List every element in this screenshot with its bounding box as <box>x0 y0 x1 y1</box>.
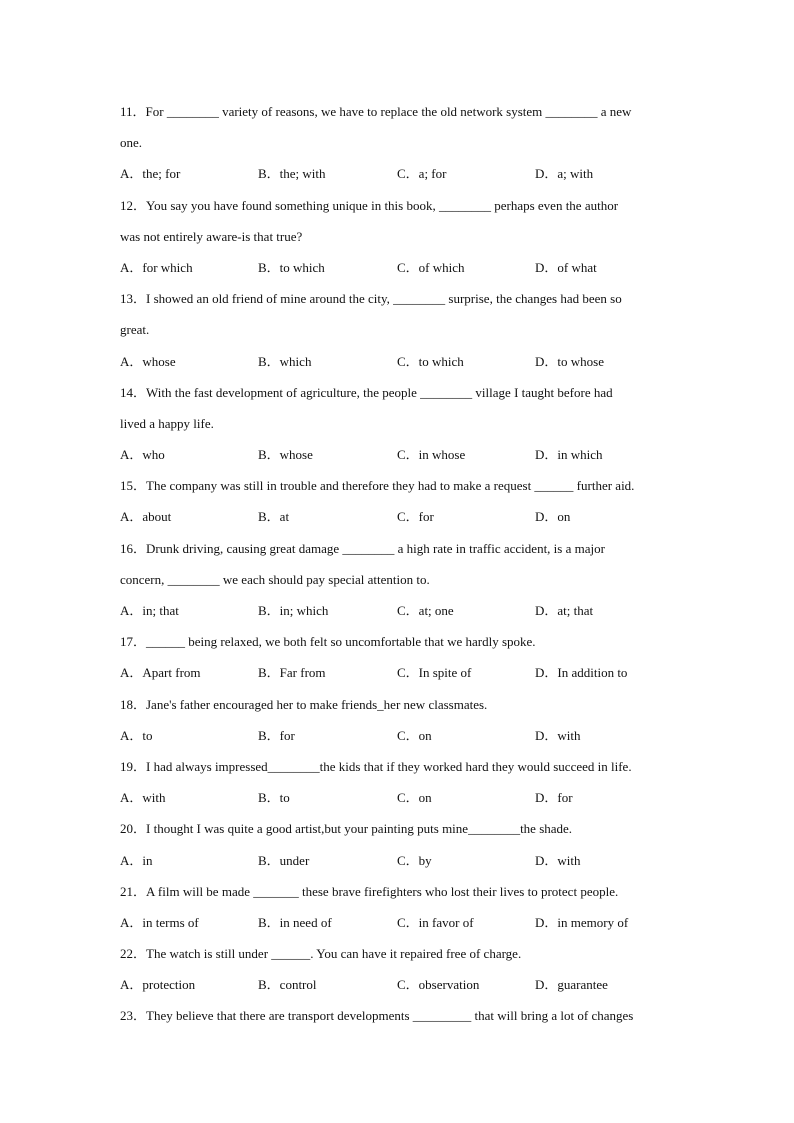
option-b: B．control <box>258 977 317 993</box>
question-block <box>120 96 680 190</box>
question-stem: 20．I thought I was quite a good artist,but your painting puts mine________the shade. <box>120 821 573 837</box>
option-d: D．guarantee <box>535 977 608 993</box>
option-c: C．by <box>397 852 432 868</box>
options-row <box>120 439 680 470</box>
option-a: A．in terms of <box>120 914 199 930</box>
question-stem-continuation: was not entirely aware-is that true? <box>120 228 303 244</box>
option-d: D．In addition to <box>535 665 628 681</box>
option-a: A．protection <box>120 977 196 993</box>
option-a: A．who <box>120 447 165 463</box>
options-row <box>120 595 680 626</box>
question-block <box>120 533 680 627</box>
option-a: A．for which <box>120 259 193 275</box>
options-row <box>120 346 680 377</box>
option-b: B．Far from <box>258 665 326 681</box>
question-block <box>120 190 680 284</box>
options-row <box>120 501 680 532</box>
option-a: A．in; that <box>120 603 179 618</box>
option-b: B．in; which <box>258 603 329 618</box>
option-d: D．to whose <box>535 353 604 369</box>
option-b: B．in need of <box>258 914 332 930</box>
option-d: D．in which <box>535 447 603 463</box>
option-d: D．in memory of <box>535 914 629 930</box>
option-c: C．to which <box>397 353 464 369</box>
options-row <box>120 907 680 938</box>
option-b: B．whose <box>258 447 313 463</box>
question-stem: 23．They believe that there are transport developments _________ that will bring a lot of changes <box>120 1008 634 1024</box>
option-d: D．of what <box>535 259 597 275</box>
option-d: D．with <box>535 852 581 868</box>
option-d: D．at; that <box>535 603 594 618</box>
option-c: C．at; one <box>397 603 454 618</box>
options-row <box>120 657 680 688</box>
option-b: B．to <box>258 790 290 806</box>
question-stem: 12．You say you have found something unique in this book, ________ perhaps even the author <box>120 197 619 213</box>
option-a: A．whose <box>120 353 176 369</box>
question-block <box>120 283 680 377</box>
question-block <box>120 938 680 1000</box>
question-stem: 22．The watch is still under ______. You can have it repaired free of charge. <box>120 946 522 962</box>
question-stem: 14．With the fast development of agriculture, the people ________ village I taught before had <box>120 384 613 400</box>
question-block <box>120 377 680 471</box>
question-block <box>120 1000 680 1031</box>
option-c: C．in whose <box>397 447 466 463</box>
question-stem-continuation: lived a happy life. <box>120 415 214 431</box>
question-block <box>120 876 680 938</box>
options-row <box>120 969 680 1000</box>
option-a: A．Apart from <box>120 665 201 681</box>
question-stem: 11．For ________ variety of reasons, we have to replace the old network system ________ a new <box>120 104 632 119</box>
option-d: D．a; with <box>535 166 594 182</box>
options-row <box>120 845 680 876</box>
option-a: A．to <box>120 727 153 743</box>
option-b: B．to which <box>258 259 325 275</box>
question-block <box>120 470 680 532</box>
option-d: D．on <box>535 509 571 525</box>
option-c: C．observation <box>397 977 480 993</box>
question-stem-continuation: concern, ________ we each should pay special attention to. <box>120 571 430 587</box>
question-list <box>120 96 680 1032</box>
question-stem-continuation: great. <box>120 322 150 338</box>
question-block <box>120 689 680 751</box>
option-c: C．in favor of <box>397 914 474 930</box>
question-stem-continuation: one. <box>120 135 143 151</box>
question-stem: 19．I had always impressed________the kids that if they worked hard they would succeed in life. <box>120 758 632 774</box>
option-b: B．for <box>258 727 295 743</box>
option-c: C．a; for <box>397 166 447 182</box>
option-d: D．for <box>535 790 573 806</box>
option-b: B．at <box>258 509 290 525</box>
option-a: A．about <box>120 509 172 525</box>
option-c: C．In spite of <box>397 665 472 681</box>
option-b: B．the; with <box>258 166 326 182</box>
question-stem: 15．The company was still in trouble and therefore they had to make a request ______ further aid. <box>120 478 635 494</box>
option-c: C．on <box>397 727 432 743</box>
options-row <box>120 782 680 813</box>
option-d: D．with <box>535 727 581 743</box>
option-b: B．which <box>258 353 312 369</box>
question-stem: 13．I showed an old friend of mine around the city, ________ surprise, the changes had been so <box>120 291 622 307</box>
option-c: C．for <box>397 509 434 525</box>
question-stem: 21．A film will be made _______ these brave firefighters who lost their lives to protect people. <box>120 883 619 899</box>
question-stem: 17．______ being relaxed, we both felt so uncomfortable that we hardly spoke. <box>120 634 536 650</box>
option-c: C．of which <box>397 259 465 275</box>
option-b: B．under <box>258 852 310 868</box>
question-stem: 16．Drunk driving, causing great damage ________ a high rate in traffic accident, is a major <box>120 540 605 556</box>
options-row <box>120 252 680 283</box>
options-row <box>120 720 680 751</box>
options-row <box>120 158 680 189</box>
option-c: C．on <box>397 790 432 806</box>
question-block <box>120 751 680 813</box>
question-stem: 18．Jane's father encouraged her to make friends_her new classmates. <box>120 696 488 712</box>
question-block <box>120 813 680 875</box>
option-a: A．with <box>120 790 166 806</box>
option-a: A．in <box>120 852 153 868</box>
question-block <box>120 626 680 688</box>
option-a: A．the; for <box>120 166 181 182</box>
